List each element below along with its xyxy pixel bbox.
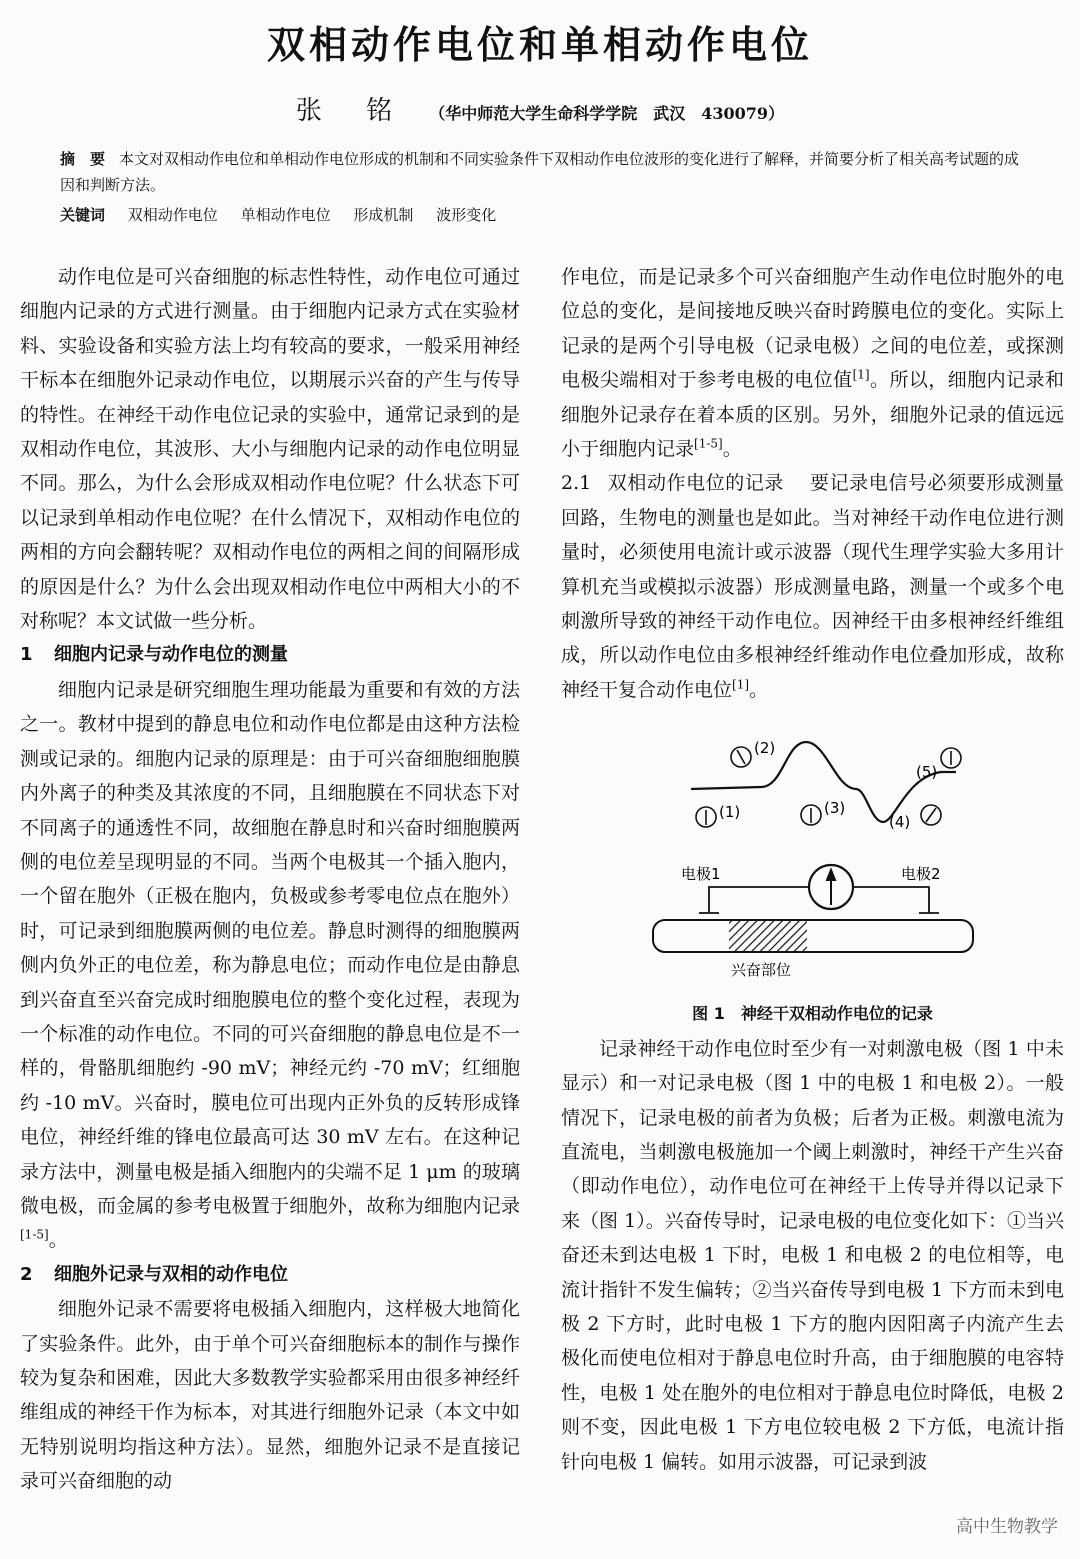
phase-label: (4) — [889, 813, 911, 832]
abstract-text: 本文对双相动作电位和单相动作电位形成的机制和不同实验条件下双相动作电位波形的变化进行了解释，并简要分析了相关高考试题的成因和判断方法。 — [60, 150, 1020, 194]
section-title: 细胞外记录与双相的动作电位 — [54, 1263, 288, 1285]
keywords-label: 关键词 — [60, 206, 106, 224]
left-column — [20, 260, 520, 1499]
section-heading-2 — [20, 1258, 520, 1292]
section-number: 2 — [20, 1263, 33, 1285]
phase-label: (2) — [754, 739, 776, 758]
keywords — [60, 204, 1030, 225]
subsection-number: 2.1 — [561, 472, 592, 495]
intro-paragraph: 动作电位是可兴奋细胞的标志性特性，动作电位可通过细胞内记录的方式进行测量。由于细胞内记录方式在实验材料、实验设备和实验方法上均有较高的要求，一般采用神经干标本在细胞外记录动作电位，以期展示兴奋的产生与传导的特性。在神经干动作电位记录的实验中，通常记录到的是双相动作电位，其波形、大小与细胞内记录的动作电位明显不同。那么，为什么会形成双相动作电位呢？什么状态下可以记录到单相动作电位呢？在什么情况下，双相动作电位的两相的方向会翻转呢？双相动作电位的两相之间的间隔形成的原因是什么？为什么会出现双相动作电位中两相大小的不对称呢？本文试做一些分析。 — [20, 266, 520, 633]
abstract — [60, 146, 1030, 198]
excited-region-label: 兴奋部位 — [731, 961, 792, 980]
section-heading-1 — [20, 638, 520, 672]
author-name: 张 铭 — [295, 96, 411, 126]
citation: [1-5] — [694, 436, 723, 451]
keyword: 双相动作电位 — [127, 206, 218, 224]
wire-right — [853, 887, 929, 913]
keyword: 波形变化 — [436, 206, 497, 224]
watermark: 高中生物教学 — [956, 1512, 1058, 1537]
meter-icon — [921, 805, 941, 825]
meter-icon — [941, 748, 961, 768]
wire-left — [709, 887, 809, 913]
electrode-1-label: 电极1 — [681, 865, 721, 884]
figure-1 — [561, 717, 1064, 993]
nerve-trunk — [653, 920, 973, 952]
citation: [1] — [732, 677, 750, 692]
phase-label: (1) — [719, 803, 741, 822]
author-affiliation: （华中师范大学生命科学学院 武汉 430079） — [429, 104, 785, 123]
abstract-label: 摘 要 — [60, 150, 106, 168]
byline — [0, 90, 1080, 127]
nerve-diagram — [561, 717, 1064, 993]
meter-icon — [731, 747, 751, 767]
subsection-paragraph: 2.1 双相动作电位的记录 要记录电信号必须要形成测量回路，生物电的测量也是如此。当对神经干动作电位进行测量时，必须使用电流计或示波器（现代生理学实验大多用计算机充当或模拟示波器）形成测量电路，测量一个或多个电刺激所导致的神经干动作电位。因神经干由多根神经纤维组成，所以动作电位由多根神经纤维动作电位叠加形成，故称神经干复合动作电位[1]。 — [561, 472, 1064, 701]
keyword: 单相动作电位 — [240, 206, 331, 224]
excited-region — [729, 921, 807, 951]
phase-label: (5) — [916, 763, 938, 782]
needle-icon — [827, 870, 835, 905]
paragraph-text: 细胞内记录是研究细胞生理功能最为重要和有效的方法之一。教材中提到的静息电位和动作电位都是由这种方法检测或记录的。细胞内记录的原理是：由于可兴奋细胞细胞膜内外离子的种类及其浓度的不同，且细胞膜在不同状态下对不同离子的通透性不同，故细胞在静息时和兴奋时细胞膜两侧的电位差呈现明显的不同。当两个电极其一个插入胞内，一个留在胞外（正极在胞内，负极或参考零电位点在胞外）时，可记录到细胞膜两侧的电位差。静息时测得的细胞膜两侧内负外正的电位差，称为静息电位；而动作电位是由静息到兴奋直至兴奋完成时细胞膜电位的整个变化过程，表现为一个标准的动作电位。不同的可兴奋细胞的静息电位是不一样的，骨骼肌细胞约 -90 mV；神经元约 -70 mV；红细胞约 -10 mV。兴奋时，膜电位可出现内正外负的反转形成锋电位，神经纤维的锋电位最高可达 30 mV 左右。在这种记录方法中，测量电极是插入细胞内的尖端不足 1 μm 的玻璃微电极，而金属的参考电极置于细胞外，故称为细胞内记录 — [20, 678, 520, 1217]
keyword: 形成机制 — [353, 206, 414, 224]
phase-label: (3) — [824, 799, 846, 818]
body-paragraph: 作电位，而是记录多个可兴奋细胞产生动作电位时胞外的电位总的变化，是间接地反映兴奋时跨膜电位的变化。实际上记录的是两个引导电极（记录电极）之间的电位差，或探测电极尖端相对于参考电极的电位值[1]。所以，细胞内记录和细胞外记录存在着本质的区别。另外，细胞外记录的值远远小于细胞内记录[1-5]。 — [561, 266, 1064, 461]
right-column — [561, 260, 1064, 1479]
body-paragraph: 记录神经干动作电位时至少有一对刺激电极（图 1 中未显示）和一对记录电极（图 1 中的电极 1 和电极 2）。一般情况下，记录电极的前者为负极；后者为正极。刺激电流为直流电，当刺激电极施加一个阈上刺激时，神经干产生兴奋（即动作电位），动作电位可在神经干上传导并得以记录下来（图 1）。兴奋传导时，记录电极的电位变化如下：①当兴奋还未到达电极 1 下时，电极 1 和电极 2 的电位相等，电流计指针不发生偏转；②当兴奋传导到电极 1 下方而未到电极 2 下方时，此时电极 1 下方的胞内因阳离子内流产生去极化而使电位相对于静息电位时升高，由于细胞膜的电容特性，电极 1 处在胞外的电位相对于静息电位时降低，电极 2 则不变，因此电极 1 下方电位较电极 2 下方低，电流计指针向电极 1 偏转。如用示波器，可记录到波 — [561, 1037, 1064, 1473]
subsection-title: 双相动作电位的记录 — [607, 472, 785, 495]
section-number: 1 — [20, 644, 33, 666]
electrode-2-label: 电极2 — [901, 865, 941, 884]
figure-caption: 图 1 神经干双相动作电位的记录 — [692, 1004, 933, 1024]
section-title: 细胞内记录与动作电位的测量 — [54, 644, 288, 666]
body-paragraph: 细胞外记录不需要将电极插入细胞内，这样极大地简化了实验条件。此外，由于单个可兴奋细胞标本的制作与操作较为复杂和困难，因此大多数教学实验都采用由很多神经纤维组成的神经干作为标本，对其进行细胞外记录（本文中如无特别说明均指这种方法）。显然，细胞外记录不是直接记录可兴奋细胞的动 — [20, 1298, 520, 1493]
meter-icon — [801, 805, 821, 825]
page-title: 双相动作电位和单相动作电位 — [266, 23, 813, 67]
citation: [1] — [852, 367, 870, 382]
meter-icon — [696, 807, 716, 827]
citation: [1-5] — [20, 1228, 49, 1243]
body-paragraph: 细胞内记录是研究细胞生理功能最为重要和有效的方法之一。教材中提到的静息电位和动作电位都是由这种方法检测或记录的。细胞内记录的原理是：由于可兴奋细胞细胞膜内外离子的种类及其浓度的不同，且细胞膜在不同状态下对不同离子的通透性不同，故细胞在静息时和兴奋时细胞膜两侧的电位差呈现明显的不同。当两个电极其一个插入胞内，一个留在胞外（正极在胞内，负极或参考零电位点在胞外）时，可记录到细胞膜两侧的电位差。静息时测得的细胞膜两侧内负外正的电位差，称为静息电位；而动作电位是由静息到兴奋直至兴奋完成时细胞膜电位的整个变化过程，表现为一个标准的动作电位。不同的可兴奋细胞的静息电位是不一样的，骨骼肌细胞约 -90 mV；神经元约 -70 mV；红细胞约 -10 mV。兴奋时，膜电位可出现内正外负的反转形成锋电位，神经纤维的锋电位最高可达 30 mV 左右。在这种记录方法中，测量电极是插入细胞内的尖端不足 1 μm 的玻璃微电极，而金属的参考电极置于细胞外，故称为细胞内记录[1-5]。 — [20, 678, 520, 1252]
